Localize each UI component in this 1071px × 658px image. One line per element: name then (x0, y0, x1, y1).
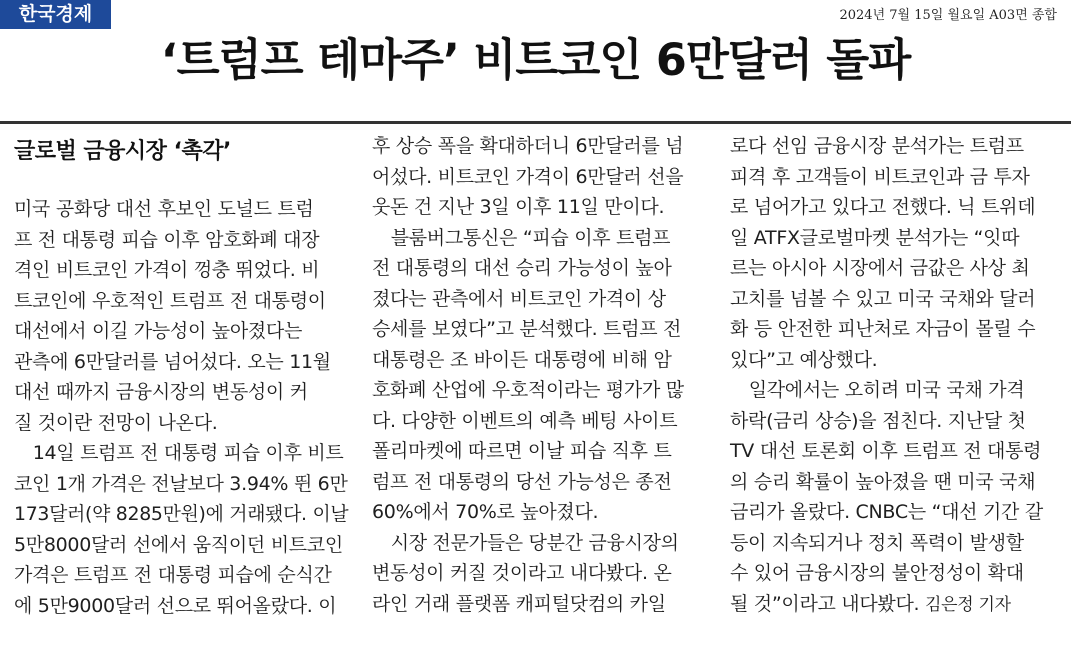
article-line: 화 등 안전한 피난처로 자금이 몰릴 수 (730, 318, 1036, 340)
article-line: 블룸버그통신은 “피습 이후 트럼프 (372, 226, 671, 249)
newspaper-logo: 한국경제 (0, 0, 111, 29)
subhead: 글로벌 금융시장 ‘촉각’ (14, 139, 231, 164)
article-line: 대선 때까지 금융시장의 변동성이 커 (14, 381, 308, 403)
article-line: 173달러(약 8285만원)에 거래됐다. 이날 (14, 503, 349, 525)
article-line: 의 승리 확률이 높아졌을 땐 미국 국채 (730, 470, 1036, 493)
article-line: 시장 전문가들은 당분간 금융시장의 (372, 531, 679, 554)
article-line: 관측에 6만달러를 넘어섰다. 오는 11월 (14, 350, 331, 373)
article-line: TV 대선 토론회 이후 트럼프 전 대통령 (730, 440, 1042, 462)
article-line: 수 있어 금융시장의 불안정성이 확대 (730, 562, 1024, 584)
article-line: 트코인에 우호적인 트럼프 전 대통령이 (14, 289, 326, 312)
byline: 김은정 기자 (925, 594, 1011, 615)
article-line: 피격 후 고객들이 비트코인과 금 투자 (730, 165, 1030, 188)
article-line: 미국 공화당 대선 후보인 도널드 트럼 (14, 198, 314, 220)
article-line: 어섰다. 비트코인 가격이 6만달러 선을 (372, 165, 684, 188)
article-line: 웃돈 건 지난 3일 이후 11일 만이다. (372, 196, 665, 218)
article-line: 럼프 전 대통령의 당선 가능성은 종전 (372, 470, 672, 493)
article-line: 졌다는 관측에서 비트코인 가격이 상 (372, 287, 666, 310)
article-line: 다. 다양한 이벤트의 예측 베팅 사이트 (372, 409, 678, 432)
article-line: 격인 비트코인 가격이 껑충 뛰었다. 비 (14, 259, 320, 281)
article-line: 승세를 보였다”고 분석했다. 트럼프 전 (372, 318, 682, 340)
article-line: 14일 트럼프 전 대통령 피습 이후 비트 (14, 442, 344, 464)
article-column-3 (730, 131, 1064, 619)
article-line: 가격은 트럼프 전 대통령 피습에 순식간 (14, 564, 332, 586)
article-line: 호화폐 산업에 우호적이라는 평가가 많 (372, 379, 684, 401)
article-line: 프 전 대통령 피습 이후 암호화폐 대장 (14, 228, 320, 251)
article-line: 하락(금리 상승)을 점친다. 지난달 첫 (730, 409, 1026, 432)
article-line: 변동성이 커질 것이라고 내다봤다. 온 (372, 562, 672, 584)
article-line: 전 대통령의 대선 승리 가능성이 높아 (372, 257, 672, 279)
article-line: 있다”고 예상했다. (730, 348, 878, 371)
article-line: 에 5만9000달러 선으로 뛰어올랐다. 이 (14, 594, 337, 617)
article-line: 60%에서 70%로 높아졌다. (372, 501, 599, 523)
last-line-with-byline (730, 589, 1064, 620)
article-line: 5만8000달러 선에서 움직이던 비트코인 (14, 533, 343, 556)
article-line: 후 상승 폭을 확대하더니 6만달러를 넘 (372, 135, 684, 157)
article-column-1 (14, 136, 348, 621)
article-line: 라인 거래 플랫폼 캐피털닷컴의 카일 (372, 592, 666, 615)
article-line: 질 것이란 전망이 나온다. (14, 411, 218, 434)
article-line: 폴리마켓에 따르면 이날 피습 직후 트 (372, 440, 672, 462)
column-1-body (14, 194, 348, 621)
article-line: 코인 1개 가격은 전날보다 3.94% 뛴 6만 (14, 472, 348, 495)
article-column-2 (372, 131, 706, 619)
article-line: 될 것”이라고 내다봤다. (730, 592, 920, 615)
article-line: 고치를 넘볼 수 있고 미국 국채와 달러 (730, 287, 1036, 310)
article-line: 등이 지속되거나 정치 폭력이 발생할 (730, 531, 1024, 554)
article-line: 르는 아시아 시장에서 금값은 사상 최 (730, 257, 1030, 279)
article-line: 로다 선임 금융시장 분석가는 트럼프 (730, 135, 1024, 157)
article-line: 일각에서는 오히려 미국 국채 가격 (730, 379, 1025, 401)
headline: ‘트럼프 테마주’ 비트코인 6만달러 돌파 (160, 35, 911, 86)
article-line: 대통령은 조 바이든 대통령에 비해 암 (372, 348, 672, 371)
dateline: 2024년 7월 15일 월요일 A03면 종합 (839, 8, 1057, 23)
article-line: 로 넘어가고 있다고 전했다. 닉 트위데 (730, 196, 1036, 218)
article-line: 일 ATFX글로벌마켓 분석가는 “잇따 (730, 226, 1020, 249)
article-line: 대선에서 이길 가능성이 높아졌다는 (14, 320, 303, 342)
article-line: 금리가 올랐다. CNBC는 “대선 기간 갈 (730, 501, 1043, 523)
headline-rule (0, 121, 1071, 124)
